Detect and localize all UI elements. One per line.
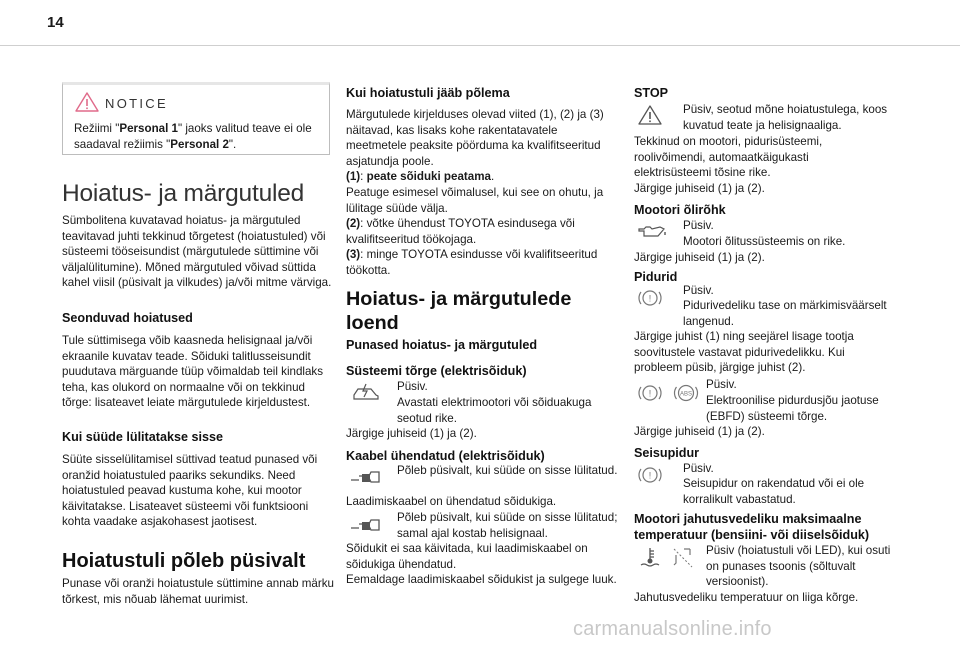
- notice-text: Režiimi "Personal 1" jaoks valitud teave ei ole saadaval režiimis "Personal 2".: [74, 122, 312, 151]
- oil-heading: Mootori õlirõhk: [634, 203, 726, 217]
- fixed-warning-heading: Hoiatustuli põleb püsivalt: [62, 550, 306, 572]
- svg-text:ABS: ABS: [679, 391, 693, 398]
- brakes-state: Püsiv.: [683, 284, 714, 297]
- car-fault-icon: [351, 381, 381, 403]
- cable-state-2: Põleb püsivalt, kui süüde on sisse lülitatud; samal ajal kostab helisignaal.: [397, 511, 618, 540]
- parking-brake-desc-wrap: [683, 476, 888, 507]
- ignition-text: Süüte sisselülitamisel süttivad teatud punased või oranžid hoiatustuled paariks sekundiks. Need hoiatustuled peavad kustuma kohe, kui mootor käivitatakse. Lisateavet süsteemi või funktsiooni kohta vaadake asjakohasest jaotisest.: [62, 453, 318, 529]
- stop-state: Püsiv, seotud mõne hoiatustulega, koos kuvatud teate ja helisignaaliga.: [683, 103, 888, 132]
- system-fault-desc: Avastati elektrimootori või sõiduakuga seotud rike.: [397, 396, 592, 425]
- stop-action: Järgige juhiseid (1) ja (2).: [634, 182, 765, 195]
- oil-desc: Mootori õlitussüsteemis on rike.: [683, 235, 846, 248]
- cable-action: Eemaldage laadimiskaabel sõidukist ja sulgege luuk.: [346, 573, 617, 586]
- watermark: carmanualsonline.info: [573, 618, 772, 640]
- ebfd-state: Püsiv.: [706, 378, 737, 391]
- cable-desc-1: Laadimiskaabel on ühendatud sõidukiga.: [346, 495, 557, 508]
- charging-cable-icon: [349, 464, 383, 486]
- notice-title: NOTICE: [105, 96, 168, 111]
- list-title: Hoiatus- ja märgutulede loend: [346, 288, 572, 334]
- oil-pressure-icon: [636, 221, 668, 241]
- system-fault-action: Järgige juhiseid (1) ja (2).: [346, 427, 477, 440]
- parking-brake-heading: Seisupidur: [634, 446, 700, 460]
- warning-triangle-icon: [74, 91, 100, 113]
- coolant-temp-icon: [638, 545, 662, 569]
- coolant-heading: Mootori jahutusvedeliku maksimaalne temperatuur (bensiini- või diiselsõiduk): [634, 512, 870, 542]
- brake-warning-icon: [637, 382, 663, 404]
- oil-action: Järgige juhiseid (1) ja (2).: [634, 251, 765, 264]
- notice-box: [62, 82, 330, 155]
- temp-gauge-icon: [670, 545, 696, 571]
- svg-text:!: !: [648, 470, 652, 481]
- charging-cable-icon: [349, 512, 383, 534]
- brake-warning-icon: [637, 287, 663, 309]
- stop-heading: STOP: [634, 86, 669, 100]
- fixed-warning-text: Punase või oranži hoiatustule süttimine annab märku tõrkest, mis nõuab lähemat uurimist.: [62, 577, 334, 606]
- page-number: 14: [47, 14, 64, 31]
- brakes-desc: Pidurivedeliku tase on märkimisväärselt langenud.: [683, 299, 887, 328]
- abs-icon: [673, 382, 699, 404]
- cable-state-1: Põleb püsivalt, kui süüde on sisse lülitatud.: [397, 464, 618, 477]
- system-fault-heading: Süsteemi tõrge (elektrisõiduk): [346, 364, 527, 378]
- cable-heading: Kaabel ühendatud (elektrisõiduk): [346, 449, 545, 463]
- svg-text:!: !: [648, 388, 652, 399]
- stop-warning-icon: [637, 104, 663, 126]
- ignition-heading: Kui süüde lülitatakse sisse: [62, 430, 223, 444]
- coolant-state: Püsiv (hoiatustuli või LED), kui osuti on punases tsoonis (sõltuvalt versioonist).: [706, 544, 891, 589]
- cable-desc-2: Sõidukit ei saa käivitada, kui laadimiskaabel on sõidukiga ühendatud.: [346, 542, 588, 571]
- intro-paragraph: Sümbolitena kuvatavad hoiatus- ja märgutuled teavitavad juhti tekkinud tõrgetest (hoiatustuled) või süsteemi tööseisundist (märgutulede süttimine või väljalülitumine). Mõned märgutuled võivad süttida kahel viisil (püsivalt ja vilkudes) ja/või mitme värviga.: [62, 214, 332, 290]
- system-fault-state: Püsiv.: [397, 380, 428, 393]
- parking-brake-desc: Seisupidur on rakendatud või ei ole korralikult vabastatud.: [683, 477, 865, 506]
- light-on-text: Märgutulede kirjelduses olevad viited (1), (2) ja (3) näitavad, kas lisaks kohe rakentatavatele meetmetele peaksite pöörduma ka kvalifitseeritud asjatundja poole. (1): peate sõiduki peatama. Peatuge esimesel võimalusel, kui see on ohutu, ja lülitage süüde välja. (2): võtke ühendust TOYOTA esindusega või kvalifitseeritud töökojaga. (3): minge TOYOTA esindusse või kvalifitseeritud töökotta.: [346, 108, 604, 277]
- red-lights-heading: Punased hoiatus- ja märgutuled: [346, 338, 538, 352]
- coolant-desc: Jahutusvedeliku temperatuur on liiga kõrge.: [634, 591, 859, 604]
- brakes-heading: Pidurid: [634, 270, 678, 284]
- stop-desc: Tekkinud on mootori, pidurisüsteemi, roolivõimendi, automaatkäigukasti elektrisüsteemi tõsine rike.: [634, 135, 823, 180]
- linked-warnings-heading: Seonduvad hoiatused: [62, 311, 193, 325]
- parking-brake-icon: [637, 464, 663, 486]
- ebfd-action: Järgige juhiseid (1) ja (2).: [634, 425, 765, 438]
- brakes-action: Järgige juhist (1) ning seejärel lisage tootja soovitustele vastavat pidurivedelikku. Kui probleem püsib, järgige juhist (2).: [634, 330, 854, 375]
- linked-warnings-text: Tule süttimisega võib kaasneda helisignaal ja/või ekraanile kuvatav teade. Sõiduki talitlusseisundit puudutava märguande tüüp võimaldab teil kindlaks teha, kas olukord on normaalne või on tekkinud tõrge: lisateavet leiate märgutulede kirjeldustest.: [62, 334, 324, 410]
- section-title: Hoiatus- ja märgutuled: [62, 180, 305, 207]
- header-divider: [0, 45, 960, 46]
- parking-brake-state: Püsiv.: [683, 462, 714, 475]
- ebfd-desc-1: Elektroonilise pidurdusjõu jaotuse (EBFD) süsteemi tõrge.: [706, 394, 879, 423]
- oil-state: Püsiv.: [683, 219, 714, 232]
- light-on-heading: Kui hoiatustuli jääb põlema: [346, 86, 510, 100]
- svg-text:!: !: [648, 293, 652, 304]
